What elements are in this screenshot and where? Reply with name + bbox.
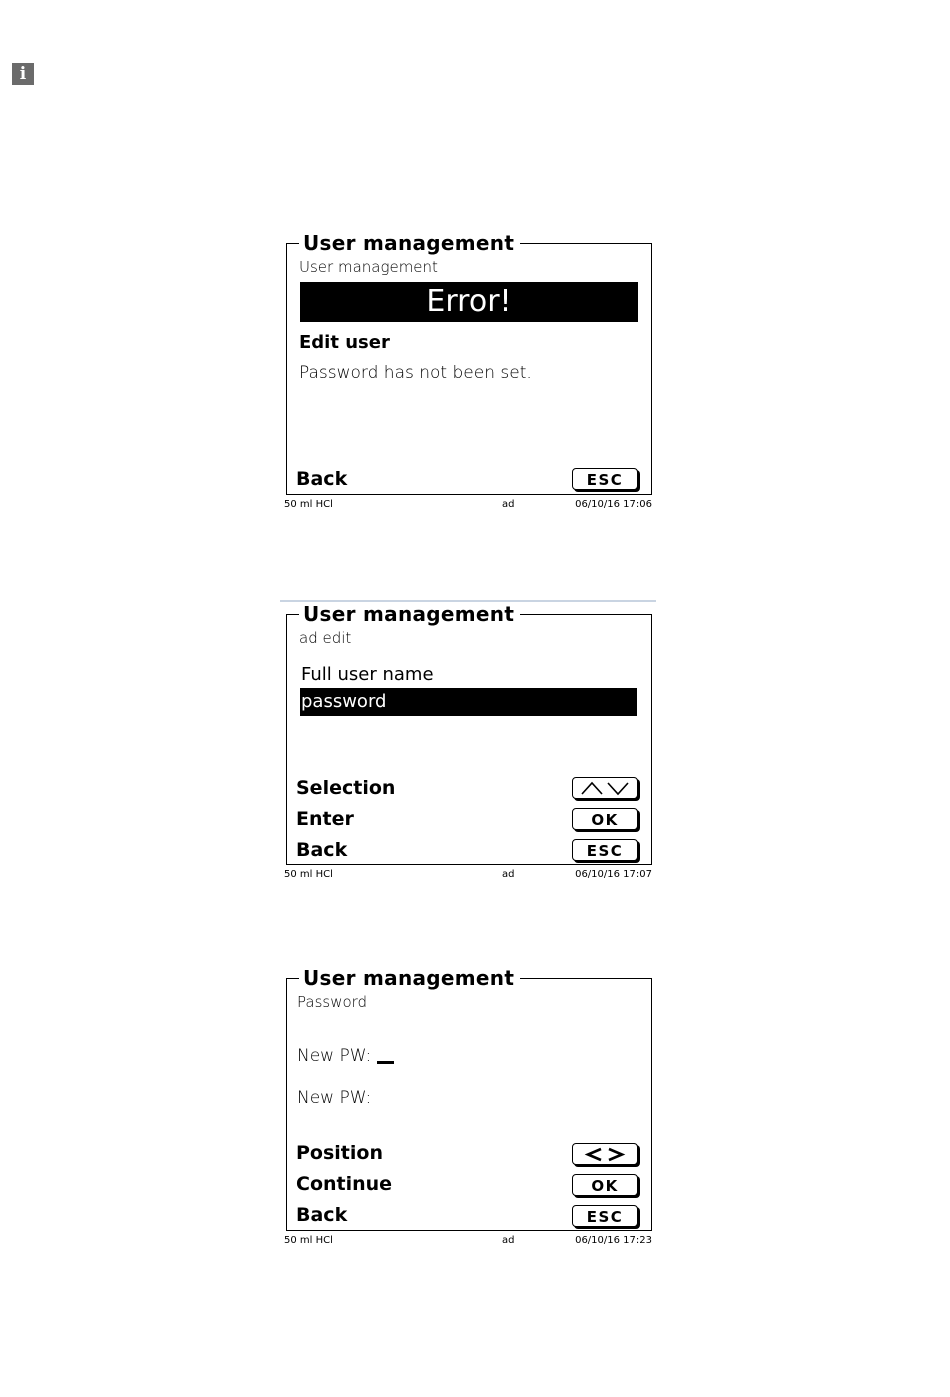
menu-item-full-user-name[interactable]: Full user name [301, 664, 434, 685]
esc-button[interactable]: ESC [572, 1205, 638, 1227]
panel-title: User management [299, 967, 520, 989]
ok-button[interactable]: OK [572, 808, 638, 830]
status-method: 50 ml HCl [284, 499, 333, 510]
info-icon: i [12, 63, 34, 85]
panel-subtitle: Password [297, 993, 368, 1011]
status-method: 50 ml HCl [284, 1235, 333, 1246]
left-right-arrows-icon [579, 1147, 631, 1162]
dialog-panel [286, 602, 652, 865]
back-label: Back [296, 468, 348, 490]
new-password-label: New PW: [297, 1046, 372, 1066]
enter-label: Enter [296, 808, 354, 830]
ok-button[interactable]: OK [572, 1174, 638, 1196]
screen-edit-user [284, 602, 652, 884]
esc-button[interactable]: ESC [572, 468, 638, 490]
esc-button[interactable]: ESC [572, 839, 638, 861]
back-label: Back [296, 1204, 348, 1226]
new-password-field[interactable] [297, 1046, 394, 1066]
panel-title: User management [299, 232, 520, 254]
error-message: Password has not been set. [299, 363, 532, 383]
up-down-button[interactable] [572, 777, 638, 799]
status-datetime: 06/10/16 17:23 [575, 1235, 652, 1246]
up-down-arrows-icon [579, 781, 631, 796]
dialog-panel [286, 966, 652, 1231]
status-datetime: 06/10/16 17:07 [575, 869, 652, 880]
text-cursor [377, 1061, 394, 1064]
status-method: 50 ml HCl [284, 869, 333, 880]
position-label: Position [296, 1142, 383, 1164]
error-banner: Error! [300, 282, 638, 322]
status-user: ad [502, 499, 515, 510]
confirm-password-field[interactable] [297, 1088, 371, 1108]
left-right-button[interactable] [572, 1143, 638, 1165]
status-user: ad [502, 869, 515, 880]
screen-error [284, 231, 652, 513]
continue-label: Continue [296, 1173, 393, 1195]
panel-title: User management [299, 603, 520, 625]
selection-label: Selection [296, 777, 396, 799]
confirm-password-label: New PW: [297, 1088, 372, 1108]
panel-subtitle: User management [299, 258, 438, 276]
back-label: Back [296, 839, 348, 861]
menu-item-password[interactable]: password [300, 688, 637, 716]
error-heading: Edit user [299, 332, 390, 353]
status-user: ad [502, 1235, 515, 1246]
status-datetime: 06/10/16 17:06 [575, 499, 652, 510]
dialog-panel [286, 231, 652, 495]
panel-subtitle: ad edit [299, 629, 352, 647]
screen-password [284, 966, 652, 1248]
